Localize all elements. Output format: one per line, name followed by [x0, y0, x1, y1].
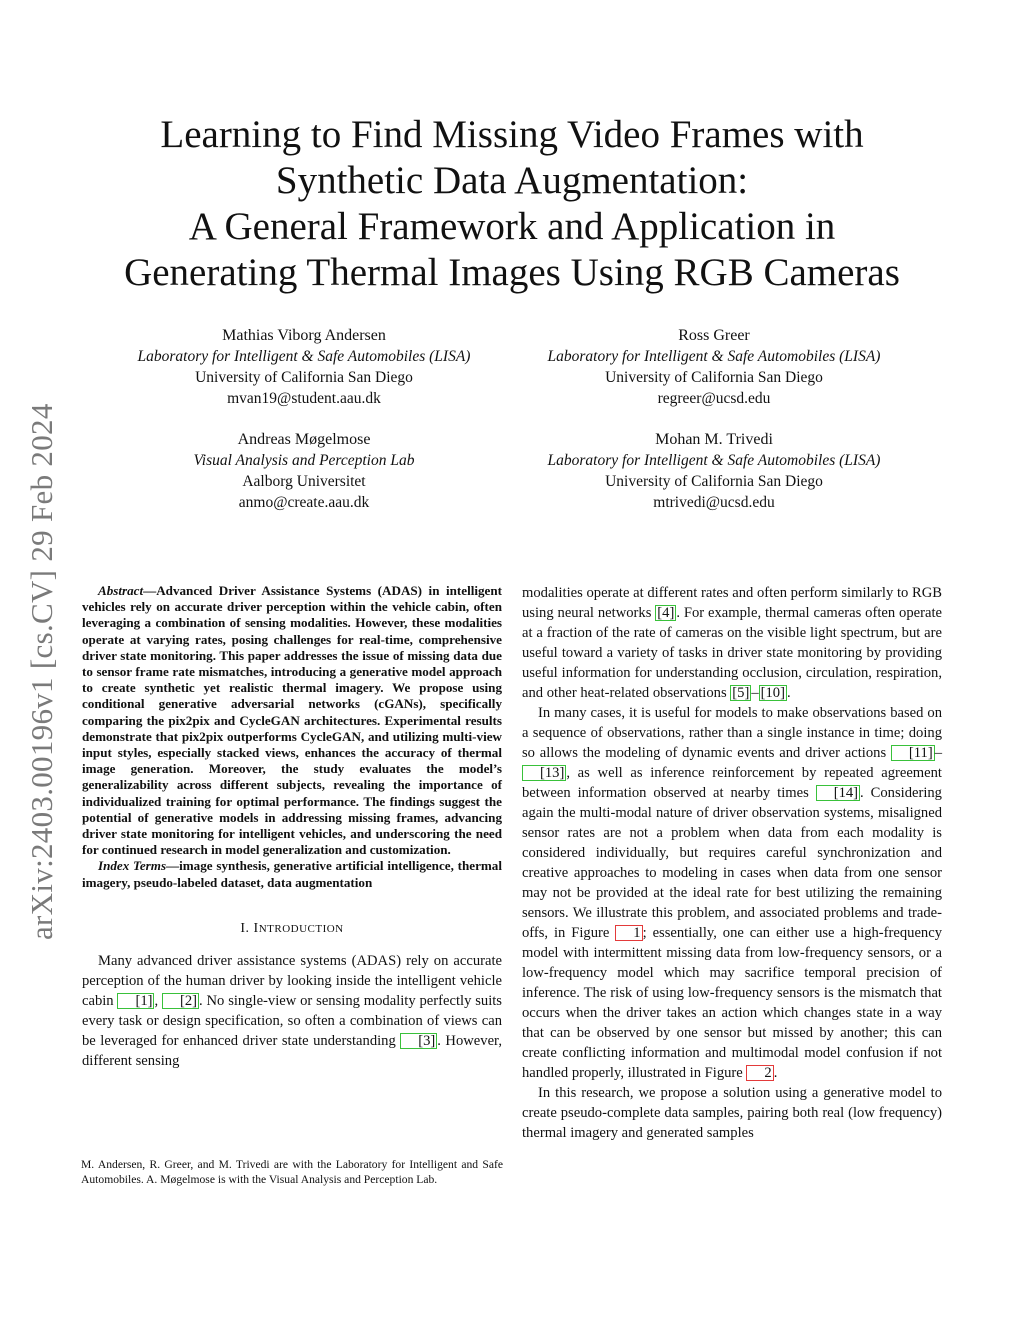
author-affiliation: Laboratory for Intelligent & Safe Automobiles (LISA)	[137, 348, 471, 365]
index-terms-label: Index Terms	[98, 858, 167, 874]
citation-link[interactable]: [5]	[732, 685, 750, 701]
author-institution: Aalborg Universitet	[242, 473, 366, 490]
author-name: Mathias Viborg Andersen	[222, 327, 386, 344]
abstract	[82, 583, 502, 858]
citation-link[interactable]: [11]	[891, 745, 935, 761]
citation-link[interactable]: [1]	[117, 993, 154, 1009]
author-affiliation: Laboratory for Intelligent & Safe Automobiles (LISA)	[547, 348, 881, 365]
title-line: Synthetic Data Augmentation:	[275, 159, 749, 202]
author-email: mtrivedi@ucsd.edu	[653, 494, 775, 511]
title-line: A General Framework and Application in	[188, 205, 836, 248]
citation-link[interactable]: [13]	[522, 765, 566, 781]
figure-reference-link[interactable]: 2	[746, 1065, 773, 1081]
paper-title	[60, 112, 964, 296]
citation-link[interactable]: [4]	[657, 605, 675, 621]
citation-link[interactable]: [3]	[400, 1033, 437, 1049]
author-institution: University of California San Diego	[195, 369, 413, 386]
author-email: mvan19@student.aau.dk	[227, 390, 381, 407]
author-email: regreer@ucsd.edu	[657, 390, 771, 407]
figure-reference-link[interactable]: 1	[615, 925, 642, 941]
citation-link[interactable]: [10]	[760, 685, 785, 701]
author-institution: University of California San Diego	[605, 473, 823, 490]
right-column	[522, 583, 942, 1143]
abstract-label: Abstract	[98, 583, 144, 598]
title-line: Generating Thermal Images Using RGB Cameras	[124, 251, 900, 294]
index-terms-text: —image synthesis, generative artificial intelligence, thermal imagery, pseudo-labeled dataset, data augmentation	[82, 858, 502, 890]
arxiv-identifier: arXiv:2403.00196v1 [cs.CV] 29 Feb 2024	[24, 403, 59, 940]
title-line: Learning to Find Missing Video Frames with	[160, 113, 864, 156]
right-paragraph-2: In many cases, it is useful for models to make observations based on a sequence of observations, rather than a single instance in time; doing so allows the modeling of dynamic events and driver actions [11] –[13] , as well as inference reinforcement by repeated agreement between information observed at nearby times [14] . Considering again the multi-modal nature of driver observation systems, misaligned sensor rates are not a problem when data from each modality is considered individually, but requires careful synchronization and creative approaches to modeling in cases when data from one sensor may not be provided at the ideal rate for best utilizing the remaining sensors. We illustrate this problem, and associated problems and trade-offs, in Figure 1 ; essentially, one can either use a high-frequency model with intermittent missing data from low-frequency sensors, or a low-frequency model which may sacrifice temporal precision of inference. The risk of using low-frequency sensors is the mismatch that occurs when the driver takes an action which changes state in a way that can be observed by one sensor but missed by another; this can create conflicting information and multimodal model confusion if not handled properly, illustrated in Figure 2 .	[522, 705, 942, 1081]
left-column	[82, 583, 502, 1071]
author-block-greer	[494, 325, 934, 409]
section-heading-introduction: I. INTRODUCTION	[240, 920, 344, 936]
right-paragraph-3: In this research, we propose a solution using a generative model to create pseudo-complete data samples, pairing both real (low frequency) thermal imagery and generated samples	[522, 1085, 942, 1141]
author-name: Ross Greer	[678, 327, 750, 344]
author-affiliation: Visual Analysis and Perception Lab	[193, 452, 415, 469]
author-email: anmo@create.aau.dk	[238, 494, 370, 511]
right-paragraph-1: modalities operate at different rates and often perform similarly to RGB using neural networks [4] . For example, thermal cameras often operate at a fraction of the rate of cameras on the visible light spectrum, but are useful toward a variety of tasks in driver state monitoring by providing useful information for understanding occlusion, circulation, respiration, and other heat-related observations [5] – [10] .	[522, 585, 942, 701]
citation-link[interactable]: [14]	[816, 785, 860, 801]
author-affiliation: Laboratory for Intelligent & Safe Automobiles (LISA)	[547, 452, 881, 469]
author-institution: University of California San Diego	[605, 369, 823, 386]
intro-paragraph-1: Many advanced driver assistance systems (ADAS) rely on accurate perception of the human driver by looking inside the intelligent vehicle cabin [1] , [2] . No single-view or sensing modality perfectly suits every task or design specification, so often a combination of views can be leveraged for enhanced driver state understanding [3] . However, different sensing	[82, 952, 502, 1069]
author-block-andersen	[84, 325, 524, 409]
index-terms	[82, 858, 502, 890]
author-name: Mohan M. Trivedi	[655, 431, 773, 448]
author-block-mogelmose	[84, 429, 524, 513]
author-block-trivedi	[494, 429, 934, 513]
abstract-text: —Advanced Driver Assistance Systems (ADAS) in intelligent vehicles rely on accurate driver perception within the vehicle cabin, often leveraging a combination of sensing modalities. However, these modalities operate at varying rates, posing challenges for real-time, comprehensive driver state monitoring. This paper addresses the issue of missing data due to sensor frame rate mismatches, introducing a generative model approach to create synthetic yet realistic thermal imagery. We propose using conditional generative adversarial networks (cGANs), specifically comparing the pix2pix and CycleGAN architectures. Experimental results demonstrate that pix2pix outperforms CycleGAN, and utilizing multi-view input styles, especially stacked views, enhances the accuracy of thermal image generation. Moreover, the study evaluates the model’s generalizability across different subjects, revealing the importance of individualized training for optimal performance. The findings suggest the potential of generative models in addressing missing frames, advancing driver state monitoring for intelligent vehicles, and underscoring the need for continued research in model generalization and customization.	[82, 583, 502, 858]
author-name: Andreas Møgelmose	[237, 431, 371, 448]
citation-link[interactable]: [2]	[162, 993, 199, 1009]
author-footnote: M. Andersen, R. Greer, and M. Trivedi are with the Laboratory for Intelligent and Safe Automobiles. A. Møgelmose is with the Visual Analysis and Perception Lab.	[81, 1158, 503, 1186]
